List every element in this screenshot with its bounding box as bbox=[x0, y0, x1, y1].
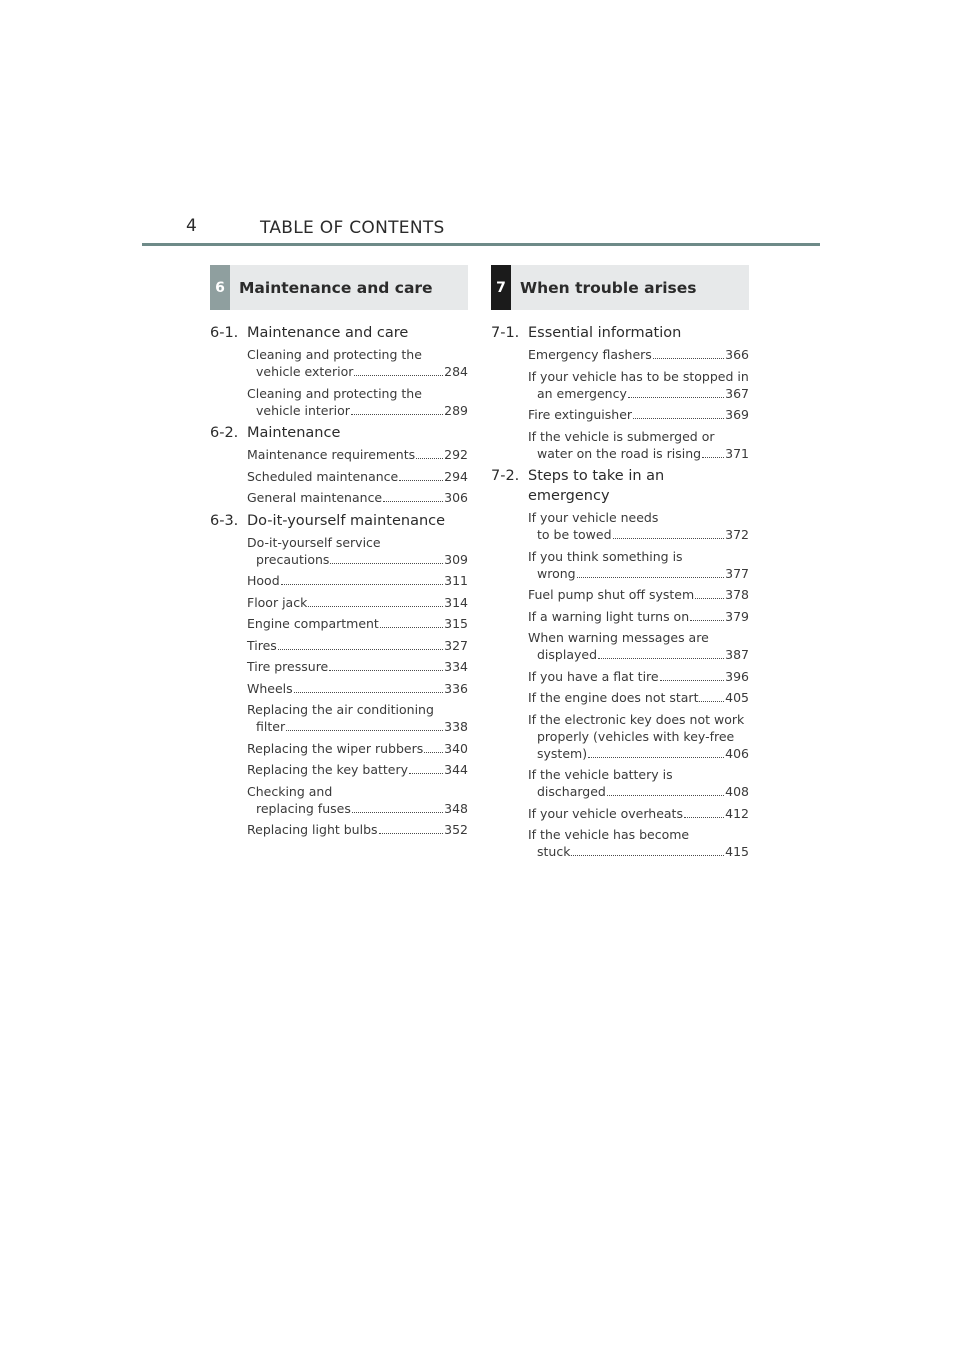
toc-entry-text bbox=[528, 406, 749, 423]
section-title: Do-it-yourself maintenance bbox=[247, 512, 446, 529]
dot-leader bbox=[379, 833, 444, 834]
toc-entry-text bbox=[247, 783, 468, 817]
toc-entry-text bbox=[528, 826, 749, 860]
toc-entry-text bbox=[247, 637, 468, 654]
toc-page-number: 372 bbox=[725, 527, 749, 542]
toc-entry-title: vehicle interior bbox=[256, 402, 350, 418]
toc-entry-line bbox=[247, 489, 468, 506]
toc-page-number: 294 bbox=[444, 468, 468, 484]
dot-leader bbox=[352, 812, 443, 813]
toc-entry-title: If the engine does not start bbox=[528, 690, 699, 705]
dot-leader bbox=[380, 627, 443, 628]
toc-entry[interactable] bbox=[528, 428, 749, 462]
toc-entry-text bbox=[528, 629, 749, 663]
toc-page-number: 314 bbox=[444, 594, 468, 610]
dot-leader bbox=[588, 757, 724, 758]
toc-entry-text bbox=[247, 534, 468, 568]
toc-entry-title: If a warning light turns on bbox=[528, 608, 690, 624]
toc-entry[interactable] bbox=[528, 608, 749, 625]
toc-entry[interactable] bbox=[528, 766, 749, 800]
toc-entry-line bbox=[528, 608, 749, 625]
toc-entry-line bbox=[528, 428, 749, 445]
toc-entry[interactable] bbox=[528, 406, 749, 423]
toc-entry-line bbox=[528, 586, 749, 603]
toc-entry-title: If your vehicle overheats bbox=[528, 805, 683, 821]
toc-entry-title: wrong bbox=[537, 565, 576, 581]
toc-entry-title: water on the road is rising bbox=[537, 445, 702, 461]
toc-entry-line bbox=[247, 783, 468, 800]
toc-entry-title: discharged bbox=[537, 784, 606, 799]
toc-entry-line bbox=[528, 766, 749, 783]
dot-leader bbox=[383, 501, 443, 502]
toc-page-number: 336 bbox=[444, 680, 468, 696]
toc-entry-title: Cleaning and protecting the bbox=[247, 385, 422, 401]
section-heading[interactable] bbox=[491, 323, 749, 343]
chapter-header bbox=[210, 265, 468, 310]
toc-entry[interactable] bbox=[528, 586, 749, 603]
toc-entry-line bbox=[247, 534, 468, 551]
toc-entry-line bbox=[247, 468, 468, 485]
toc-entry[interactable] bbox=[528, 805, 749, 822]
dot-leader bbox=[354, 375, 443, 376]
toc-entry-line bbox=[247, 800, 468, 817]
toc-entry-title: Tires bbox=[247, 637, 277, 653]
page-number: 4 bbox=[186, 216, 197, 236]
toc-section bbox=[210, 423, 468, 506]
toc-entry-title: Hood bbox=[247, 573, 280, 588]
toc-entry[interactable] bbox=[528, 548, 749, 582]
section-heading[interactable] bbox=[210, 323, 468, 343]
toc-entry-title: replacing fuses bbox=[256, 800, 351, 816]
toc-entry-line bbox=[247, 718, 468, 735]
toc-page-number: 408 bbox=[725, 784, 749, 799]
toc-entry-title: Cleaning and protecting the bbox=[247, 347, 422, 362]
toc-entry-line bbox=[528, 385, 749, 402]
toc-entry-title: Do-it-yourself service bbox=[247, 534, 381, 550]
toc-entry-line bbox=[247, 615, 468, 632]
header-rule bbox=[142, 243, 820, 246]
toc-entry[interactable] bbox=[247, 740, 468, 757]
toc-page-number: 315 bbox=[444, 616, 468, 631]
toc-entry-line bbox=[528, 728, 749, 745]
toc-entry[interactable] bbox=[247, 637, 468, 654]
toc-entry-line bbox=[528, 346, 749, 363]
dot-leader bbox=[653, 358, 724, 359]
toc-page-number: 311 bbox=[444, 573, 468, 588]
toc-page-number: 412 bbox=[725, 805, 749, 821]
chapter-number-tab: 6 bbox=[210, 265, 230, 310]
toc-entry-line bbox=[247, 385, 468, 402]
section-heading[interactable] bbox=[491, 466, 749, 506]
toc-entry-line bbox=[528, 826, 749, 843]
toc-entry-title: If you think something is bbox=[528, 548, 683, 564]
dot-leader bbox=[699, 701, 724, 702]
toc-entry-title: If you have a flat tire bbox=[528, 668, 659, 684]
toc-entry-line bbox=[247, 740, 468, 757]
toc-entry-line bbox=[528, 565, 749, 582]
toc-entry[interactable] bbox=[247, 489, 468, 506]
toc-section bbox=[491, 466, 749, 860]
toc-entry-line bbox=[528, 445, 749, 462]
toc-entry-title: If your vehicle needs bbox=[528, 510, 659, 525]
dot-leader bbox=[416, 458, 443, 459]
toc-page-number: 334 bbox=[444, 659, 468, 674]
toc-entry-title: an emergency bbox=[537, 385, 627, 401]
toc-page-number: 344 bbox=[444, 762, 468, 777]
toc-entry-line bbox=[247, 680, 468, 697]
toc-entry-title: Maintenance requirements bbox=[247, 447, 416, 462]
toc-entry-text bbox=[528, 368, 749, 402]
toc-entry-line bbox=[247, 572, 468, 589]
toc-entry-text bbox=[528, 668, 749, 685]
toc-entry-title: If the vehicle battery is bbox=[528, 767, 673, 782]
dot-leader bbox=[695, 598, 724, 599]
toc-entry-line bbox=[247, 551, 468, 568]
section-heading[interactable] bbox=[210, 423, 468, 443]
toc-page-number: 348 bbox=[444, 800, 468, 816]
toc-entry-line bbox=[247, 701, 468, 718]
toc-entry-line bbox=[528, 805, 749, 822]
toc-entry-title: General maintenance bbox=[247, 490, 383, 505]
toc-entry-text bbox=[247, 701, 468, 735]
toc-entry-title: displayed bbox=[537, 647, 598, 662]
chapter-title: Maintenance and care bbox=[239, 278, 433, 297]
toc-entry-list bbox=[210, 534, 468, 839]
toc-entry[interactable] bbox=[247, 761, 468, 778]
dot-leader bbox=[628, 397, 724, 398]
dot-leader bbox=[409, 773, 443, 774]
toc-entry-title: Engine compartment bbox=[247, 616, 379, 631]
toc-entry-text bbox=[528, 689, 749, 706]
section-title: Steps to take in an emergency bbox=[528, 468, 665, 504]
toc-page-number: 396 bbox=[725, 668, 749, 684]
dot-leader bbox=[281, 584, 444, 585]
toc-entry-title: Wheels bbox=[247, 680, 293, 696]
toc-entry-title: Replacing the key battery bbox=[247, 762, 409, 777]
toc-entry-line bbox=[528, 711, 749, 728]
toc-entry-text bbox=[528, 509, 749, 543]
toc-page-number: 369 bbox=[725, 407, 749, 422]
section-number: 7-1. bbox=[491, 325, 520, 341]
dot-leader bbox=[294, 692, 443, 693]
toc-entry-title: vehicle exterior bbox=[256, 364, 354, 379]
chapter-header bbox=[491, 265, 749, 310]
toc-entry-title: to be towed bbox=[537, 527, 612, 542]
toc-entry-title: Checking and bbox=[247, 783, 333, 799]
toc-page-number: 387 bbox=[725, 647, 749, 662]
section-number: 6-1. bbox=[210, 325, 239, 341]
toc-page-number: 406 bbox=[725, 745, 749, 761]
dot-leader bbox=[286, 730, 443, 731]
dot-leader bbox=[702, 457, 724, 458]
toc-entry-text bbox=[247, 615, 468, 632]
toc-entry-text bbox=[247, 385, 468, 419]
toc-entry-text bbox=[528, 608, 749, 625]
toc-entry-text bbox=[247, 572, 468, 589]
dot-leader bbox=[660, 680, 725, 681]
dot-leader bbox=[308, 606, 443, 607]
toc-entry-line bbox=[247, 761, 468, 778]
toc-entry-title: Scheduled maintenance bbox=[247, 468, 399, 484]
toc-page-number: 377 bbox=[725, 565, 749, 581]
toc-entry-title: Replacing the air conditioning bbox=[247, 702, 434, 717]
toc-page-number: 371 bbox=[725, 445, 749, 461]
toc-entry-text bbox=[247, 821, 468, 838]
toc-entry-text bbox=[528, 586, 749, 603]
dot-leader bbox=[684, 817, 724, 818]
toc-entry-line bbox=[247, 402, 468, 419]
toc-entry-title: Replacing light bulbs bbox=[247, 822, 378, 837]
toc-entry-title: precautions bbox=[256, 551, 330, 567]
toc-entry-line bbox=[247, 658, 468, 675]
toc-section bbox=[491, 323, 749, 462]
toc-page-number: 378 bbox=[725, 587, 749, 602]
toc-entry-title: properly (vehicles with key-free bbox=[537, 728, 735, 744]
toc-page-number: 289 bbox=[444, 402, 468, 418]
toc-entry-title: If the vehicle has become bbox=[528, 827, 690, 842]
dot-leader bbox=[571, 855, 724, 856]
toc-entry-title: stuck bbox=[537, 844, 571, 859]
toc-entry[interactable] bbox=[528, 509, 749, 543]
toc-entry-title: Tire pressure bbox=[247, 659, 329, 674]
section-number: 6-2. bbox=[210, 425, 239, 441]
toc-page-number: 352 bbox=[444, 822, 468, 837]
toc-entry-line bbox=[247, 346, 468, 363]
dot-leader bbox=[399, 480, 443, 481]
toc-entry-line bbox=[528, 526, 749, 543]
toc-entry-line bbox=[528, 629, 749, 646]
toc-entry-text bbox=[528, 805, 749, 822]
toc-page-number: 309 bbox=[444, 551, 468, 567]
toc-entry[interactable] bbox=[247, 572, 468, 589]
toc-page-number: 415 bbox=[725, 844, 749, 859]
toc-page-number: 284 bbox=[444, 364, 468, 379]
dot-leader bbox=[424, 752, 443, 753]
toc-entry[interactable] bbox=[528, 629, 749, 663]
toc-entry[interactable] bbox=[247, 658, 468, 675]
dot-leader bbox=[690, 620, 724, 621]
toc-entry[interactable] bbox=[247, 468, 468, 485]
toc-entry-text bbox=[247, 740, 468, 757]
toc-entry-text bbox=[528, 766, 749, 800]
toc-entry-text bbox=[247, 446, 468, 463]
dot-leader bbox=[351, 414, 443, 415]
toc-entry-line bbox=[247, 594, 468, 611]
toc-page-number: 379 bbox=[725, 608, 749, 624]
toc-page-number: 405 bbox=[725, 690, 749, 705]
toc-entry-text bbox=[528, 711, 749, 762]
toc-page-number: 292 bbox=[444, 447, 468, 462]
toc-entry-title: When warning messages are bbox=[528, 630, 709, 645]
toc-entry[interactable] bbox=[247, 680, 468, 697]
toc-entry-list bbox=[491, 346, 749, 462]
toc-entry-text bbox=[247, 468, 468, 485]
toc-entry-title: filter bbox=[256, 719, 286, 734]
toc-entry[interactable] bbox=[247, 446, 468, 463]
chapter-6-column bbox=[210, 265, 468, 843]
toc-entry[interactable] bbox=[528, 346, 749, 363]
page-header-title: TABLE OF CONTENTS bbox=[260, 218, 445, 238]
chapter-number-tab: 7 bbox=[491, 265, 511, 310]
section-number: 6-3. bbox=[210, 512, 239, 529]
toc-entry-line bbox=[528, 745, 749, 762]
toc-entry[interactable] bbox=[247, 701, 468, 735]
toc-entry-list bbox=[491, 509, 749, 860]
toc-entry-text bbox=[247, 761, 468, 778]
section-number: 7-2. bbox=[491, 468, 520, 484]
toc-entry-line bbox=[528, 668, 749, 685]
toc-entry[interactable] bbox=[247, 821, 468, 838]
toc-page-number: 367 bbox=[725, 385, 749, 401]
toc-entry[interactable] bbox=[528, 368, 749, 402]
chapter-title: When trouble arises bbox=[520, 278, 697, 297]
toc-entry-line bbox=[528, 509, 749, 526]
dot-leader bbox=[613, 538, 725, 539]
toc-entry-title: Replacing the wiper rubbers bbox=[247, 740, 424, 756]
toc-entry-text bbox=[528, 428, 749, 462]
toc-section bbox=[210, 511, 468, 839]
toc-page-number: 366 bbox=[725, 347, 749, 362]
toc-entry[interactable] bbox=[247, 346, 468, 380]
toc-entry-line bbox=[528, 406, 749, 423]
toc-entry-title: If the vehicle is submerged or bbox=[528, 428, 715, 444]
section-title: Maintenance bbox=[247, 425, 341, 441]
toc-entry-text bbox=[247, 680, 468, 697]
section-heading[interactable] bbox=[210, 511, 468, 531]
toc-entry-title: system) bbox=[537, 745, 588, 761]
section-title: Maintenance and care bbox=[247, 325, 409, 341]
toc-entry-line bbox=[247, 821, 468, 838]
toc-entry-text bbox=[528, 548, 749, 582]
dot-leader bbox=[278, 649, 443, 650]
toc-entry-text bbox=[247, 594, 468, 611]
toc-entry-line bbox=[528, 646, 749, 663]
toc-entry-line bbox=[528, 843, 749, 860]
dot-leader bbox=[577, 577, 725, 578]
dot-leader bbox=[330, 563, 443, 564]
toc-entry-text bbox=[528, 346, 749, 363]
toc-entry-title: If your vehicle has to be stopped in bbox=[528, 368, 749, 384]
toc-entry-list bbox=[210, 346, 468, 419]
toc-section bbox=[210, 323, 468, 419]
toc-entry-line bbox=[247, 363, 468, 380]
chapter-sections bbox=[210, 310, 468, 838]
toc-entry[interactable] bbox=[528, 668, 749, 685]
toc-entry-title: Floor jack bbox=[247, 594, 308, 610]
toc-entry-text bbox=[247, 489, 468, 506]
toc-entry-line bbox=[247, 446, 468, 463]
toc-entry[interactable] bbox=[247, 594, 468, 611]
dot-leader bbox=[633, 418, 724, 419]
toc-entry[interactable] bbox=[247, 534, 468, 568]
dot-leader bbox=[607, 795, 724, 796]
toc-entry-line bbox=[528, 689, 749, 706]
toc-page-number: 327 bbox=[444, 637, 468, 653]
toc-entry-title: Fuel pump shut off system bbox=[528, 587, 695, 602]
toc-page-number: 306 bbox=[444, 490, 468, 505]
section-title: Essential information bbox=[528, 325, 682, 341]
toc-entry-line bbox=[247, 637, 468, 654]
toc-page-number: 338 bbox=[444, 719, 468, 734]
toc-entry[interactable] bbox=[247, 385, 468, 419]
toc-entry-line bbox=[528, 548, 749, 565]
chapter-sections bbox=[491, 310, 749, 860]
toc-entry[interactable] bbox=[247, 783, 468, 817]
toc-entry[interactable] bbox=[528, 689, 749, 706]
toc-entry-title: If the electronic key does not work bbox=[528, 711, 745, 727]
toc-entry-line bbox=[528, 368, 749, 385]
toc-entry-list bbox=[210, 446, 468, 506]
toc-entry-title: Emergency flashers bbox=[528, 347, 652, 362]
dot-leader bbox=[329, 670, 443, 671]
toc-entry-text bbox=[247, 346, 468, 380]
toc-page-number: 340 bbox=[444, 740, 468, 756]
toc-entry[interactable] bbox=[528, 711, 749, 762]
dot-leader bbox=[598, 658, 724, 659]
toc-entry-line bbox=[528, 783, 749, 800]
toc-entry[interactable] bbox=[528, 826, 749, 860]
chapter-7-column bbox=[491, 265, 749, 865]
toc-entry-text bbox=[247, 658, 468, 675]
toc-entry[interactable] bbox=[247, 615, 468, 632]
toc-entry-title: Fire extinguisher bbox=[528, 407, 633, 422]
